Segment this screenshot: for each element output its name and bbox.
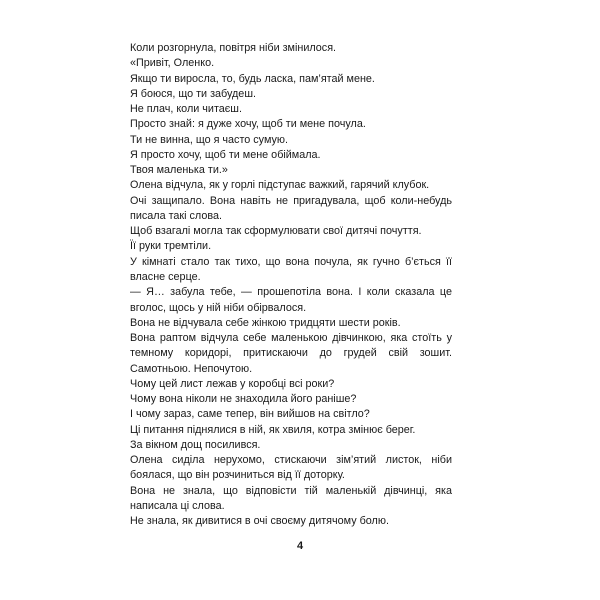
text-line: «Привіт, Оленко.: [130, 57, 215, 70]
text-line: Олена відчула, як у горлі підступає важкий, гарячий клубок.: [130, 179, 430, 192]
text-line: Самотньою. Непочутою.: [130, 362, 253, 375]
text-line: Якщо ти виросла, то, будь ласка, пам’ятай мене.: [130, 72, 375, 85]
text-line: Очі защипало. Вона навіть не пригадувала, щоб коли-небудь: [130, 194, 452, 207]
page-body: [130, 41, 452, 530]
text-line: Ти не винна, що я часто сумую.: [130, 133, 288, 146]
text-line: Чому вона ніколи не знаходила його раніше?: [130, 393, 357, 406]
text-line: За вікном дощ посилився.: [130, 438, 261, 451]
text-line: Не плач, коли читаєш.: [130, 103, 242, 116]
text-line: вголос, щось у ній ніби обірвалося.: [130, 301, 307, 314]
text-line: Коли розгорнула, повітря ніби змінилося.: [130, 42, 337, 54]
text-line: Чому цей лист лежав у коробці всі роки?: [130, 377, 335, 390]
text-line: власне серце.: [130, 270, 201, 283]
text-line: писала такі слова.: [130, 209, 222, 222]
text-line: боялася, що він розчиниться від її доторку.: [130, 469, 345, 482]
text-line: Просто знай: я дуже хочу, щоб ти мене почула.: [130, 118, 366, 131]
text-line: У кімнаті стало так тихо, що вона почула, як гучно б’ється її: [130, 255, 452, 268]
text-line: Вона не відчувала себе жінкою тридцяти шести років.: [130, 316, 401, 329]
page-number: 4: [296, 540, 304, 552]
text-line: Я боюся, що ти забудеш.: [130, 87, 256, 100]
text-line: Не знала, як дивитися в очі своєму дитячому болю.: [130, 515, 389, 528]
text-line: Вона раптом відчула себе маленькою дівчинкою, яка стоїть у: [130, 332, 452, 345]
text-line: — Я… забула тебе, — прошепотіла вона. І коли сказала це: [130, 286, 452, 299]
text-line: Олена сиділа нерухомо, стискаючи зім’ятий листок, ніби: [130, 454, 452, 467]
text-line: Твоя маленька ти.»: [130, 164, 228, 177]
text-line: написала ці слова.: [130, 499, 225, 512]
text-line: Я просто хочу, щоб ти мене обіймала.: [130, 148, 321, 161]
text-line: І чому зараз, саме тепер, він вийшов на світло?: [130, 408, 370, 421]
text-line: Щоб взагалі могла так сформулювати свої дитячі почуття.: [130, 225, 422, 238]
text-line: Ці питання піднялися в ній, як хвиля, котра змінює берег.: [130, 423, 416, 436]
text-line: Вона не знала, що відповісти тій маленькій дівчинці, яка: [130, 484, 452, 497]
text-line: Її руки тремтіли.: [130, 240, 212, 253]
text-line: темному коридорі, притискаючи до грудей свій зошит.: [130, 347, 452, 360]
